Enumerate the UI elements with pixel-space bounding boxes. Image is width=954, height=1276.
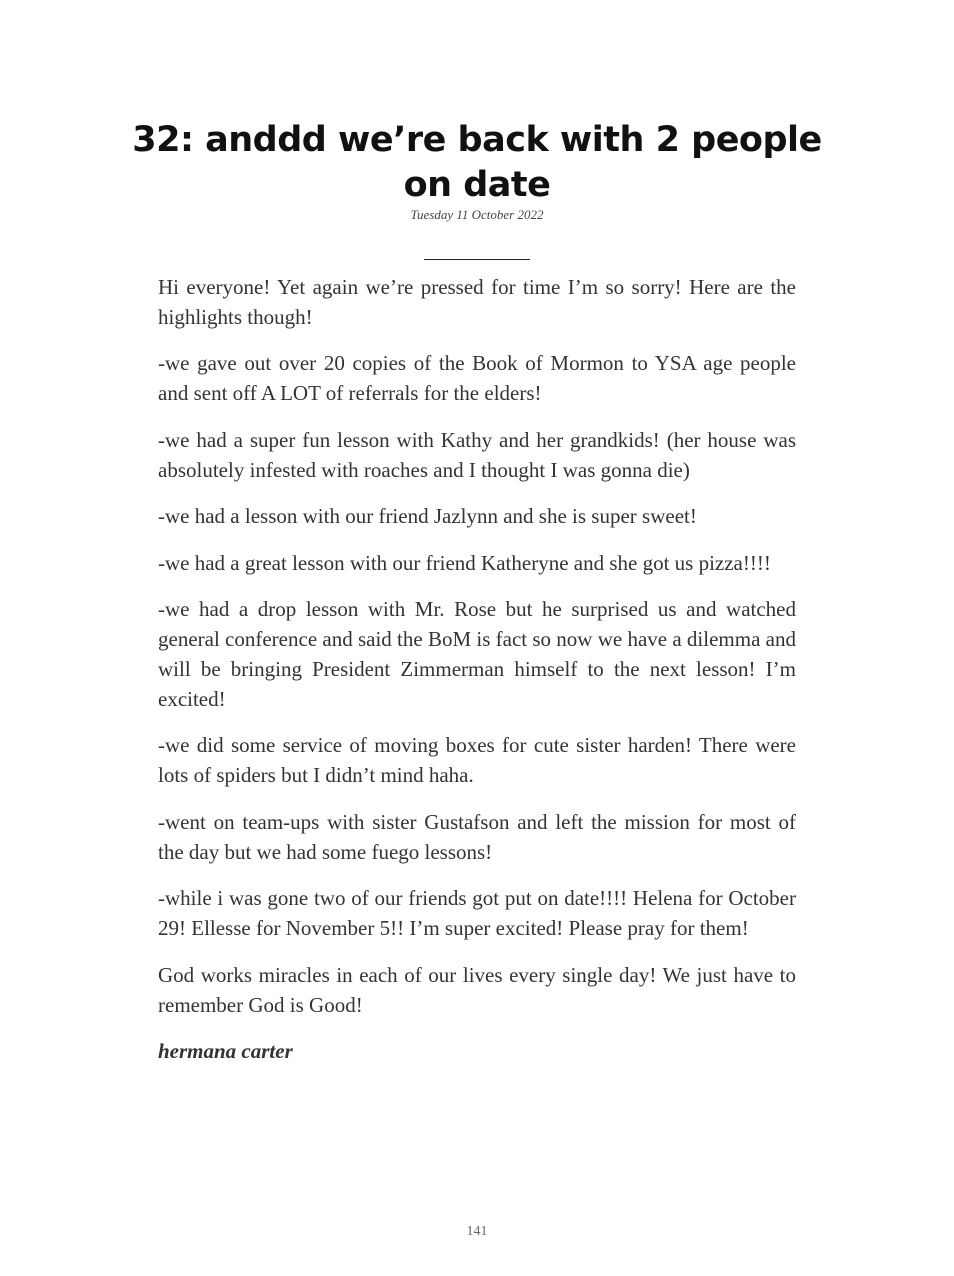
paragraph: God works miracles in each of our lives every single day! We just have to remember God is Good! xyxy=(158,962,796,1017)
post-date: Tuesday 11 October 2022 xyxy=(410,207,544,222)
page-title: 32: anddd we’re back with 2 people on date xyxy=(132,120,822,205)
paragraph: -we had a great lesson with our friend Katheryne and she got us pizza!!!! xyxy=(158,550,771,575)
paragraph: -we gave out over 20 copies of the Book of Mormon to YSA age people and sent off A LOT of referrals for the elders! xyxy=(158,351,796,406)
paragraph: -we had a lesson with our friend Jazlynn and she is super sweet! xyxy=(158,504,697,529)
paragraph: -while i was gone two of our friends got put on date!!!! Helena for October 29! Ellesse for November 5!! I’m super excited! Please pray for them! xyxy=(158,886,796,941)
paragraph: -we did some service of moving boxes for cute sister harden! There were lots of spiders but I didn’t mind haha. xyxy=(158,733,796,788)
page-number: 141 xyxy=(466,1224,488,1239)
paragraph: Hi everyone! Yet again we’re pressed for time I’m so sorry! Here are the highlights though! xyxy=(158,275,796,329)
post-body xyxy=(158,272,796,1082)
divider xyxy=(424,259,530,260)
paragraph: -we had a super fun lesson with Kathy and her grandkids! (her house was absolutely infested with roaches and I thought I was gonna die) xyxy=(158,427,796,482)
paragraph: -went on team-ups with sister Gustafson and left the mission for most of the day but we had some fuego lessons! xyxy=(158,809,796,864)
paragraph: -we had a drop lesson with Mr. Rose but he surprised us and watched general conference and said the BoM is fact so now we have a dilemma and will be bringing President Zimmerman himself to the next lesson! I’m excited! xyxy=(158,596,796,711)
signature: hermana carter xyxy=(158,1038,293,1063)
